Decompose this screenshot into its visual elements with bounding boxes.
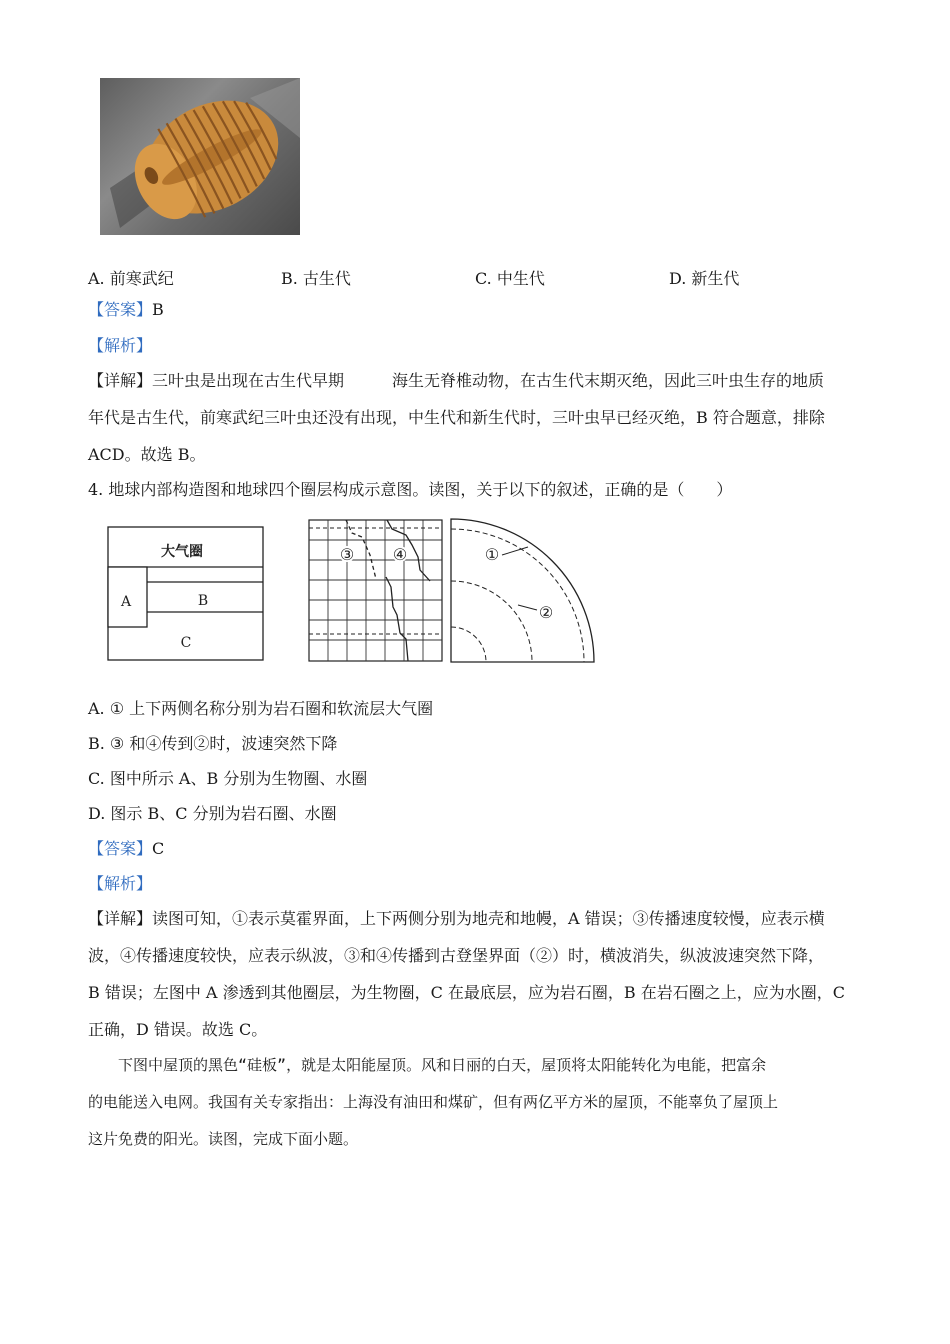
q4-question: 4. 地球内部构造图和地球四个圈层构成示意图。读图，关于以下的叙述，正确的是（ ） — [88, 480, 733, 499]
q4-detail-line-2: 波，④传播速度较快，应表示纵波，③和④传播到古登堡界面（②）时，横波消失，纵波波速突然下降， — [88, 946, 825, 965]
trilobite-fossil-image — [100, 78, 300, 235]
earth-layers-diagram — [100, 515, 600, 665]
circle-label-4: ④ — [392, 545, 408, 564]
answer-tag: 【答案】 — [88, 839, 153, 858]
q4-analysis-tag: 【解析】 — [88, 874, 153, 893]
option-q3-b: B. 古生代 — [281, 269, 351, 288]
q4-detail-line-3: B 错误；左图中 A 渗透到其他圈层，为生物圈，C 在最底层，应为岩石圈，B 在岩石圈之上，应为水圈，C — [88, 983, 845, 1002]
option-q4-b: B. ③ 和④传到②时，波速突然下降 — [88, 734, 338, 753]
option-q3-d: D. 新生代 — [669, 269, 740, 288]
q4-detail-line-4: 正确，D 错误。故选 C。 — [88, 1020, 268, 1039]
passage-line-1: 下图中屋顶的黑色“硅板”，就是太阳能屋顶。风和日丽的白天，屋顶将太阳能转化为电能，把富余 — [88, 1056, 767, 1074]
answer-tag: 【答案】 — [88, 300, 153, 319]
detail-tag: 【详解】 — [88, 371, 153, 390]
q4-answer — [88, 839, 164, 859]
passage-line-3: 这片免费的阳光。读图，完成下面小题。 — [88, 1130, 359, 1148]
earth-quarter-section — [451, 519, 594, 662]
detail-tag: 【详解】 — [88, 909, 153, 928]
q4-detail-line-1: 【详解】读图可知，①表示莫霍界面，上下两侧分别为地壳和地幔，A 错误；③传播速度较慢，应表示横 — [88, 909, 825, 928]
reading-passage — [88, 1047, 868, 1158]
circle-label-2: ② — [538, 603, 554, 622]
q3-detail-line-3: ACD。故选 B。 — [88, 445, 206, 464]
option-q4-d: D. 图示 B、C 分别为岩石圈、水圈 — [88, 804, 337, 823]
label-b: B — [197, 593, 209, 609]
answer-value: B — [152, 300, 164, 319]
seismic-wave-grid — [309, 520, 442, 661]
q3-answer — [88, 300, 164, 320]
label-a: A — [120, 594, 132, 610]
four-spheres-box — [108, 527, 263, 660]
label-c: C — [180, 635, 192, 651]
q3-analysis-tag: 【解析】 — [88, 336, 153, 355]
option-q4-c: C. 图中所示 A、B 分别为生物圈、水圈 — [88, 769, 368, 788]
passage-line-2: 的电能送入电网。我国有关专家指出：上海没有油田和煤矿，但有两亿平方米的屋顶，不能辜负了屋顶上 — [88, 1093, 779, 1111]
option-q4-a: A. ① 上下两侧名称分别为岩石圈和软流层大气圈 — [88, 699, 434, 718]
answer-value: C — [152, 839, 165, 858]
q3-detail-line-1: 【详解】三叶虫是出现在古生代早期 海生无脊椎动物，在古生代末期灭绝，因此三叶虫生存的地质 — [88, 371, 825, 390]
circle-label-3: ③ — [339, 545, 355, 564]
q3-detail-line-2: 年代是古生代，前寒武纪三叶虫还没有出现，中生代和新生代时，三叶虫早已经灭绝，B 符合题意，排除 — [88, 408, 825, 427]
option-q3-c: C. 中生代 — [475, 269, 545, 288]
circle-label-1: ① — [484, 545, 500, 564]
option-q3-a: A. 前寒武纪 — [88, 269, 174, 288]
box-title: 大气圈 — [161, 544, 203, 560]
q3-detail — [88, 362, 868, 473]
q4-detail — [88, 900, 868, 1048]
